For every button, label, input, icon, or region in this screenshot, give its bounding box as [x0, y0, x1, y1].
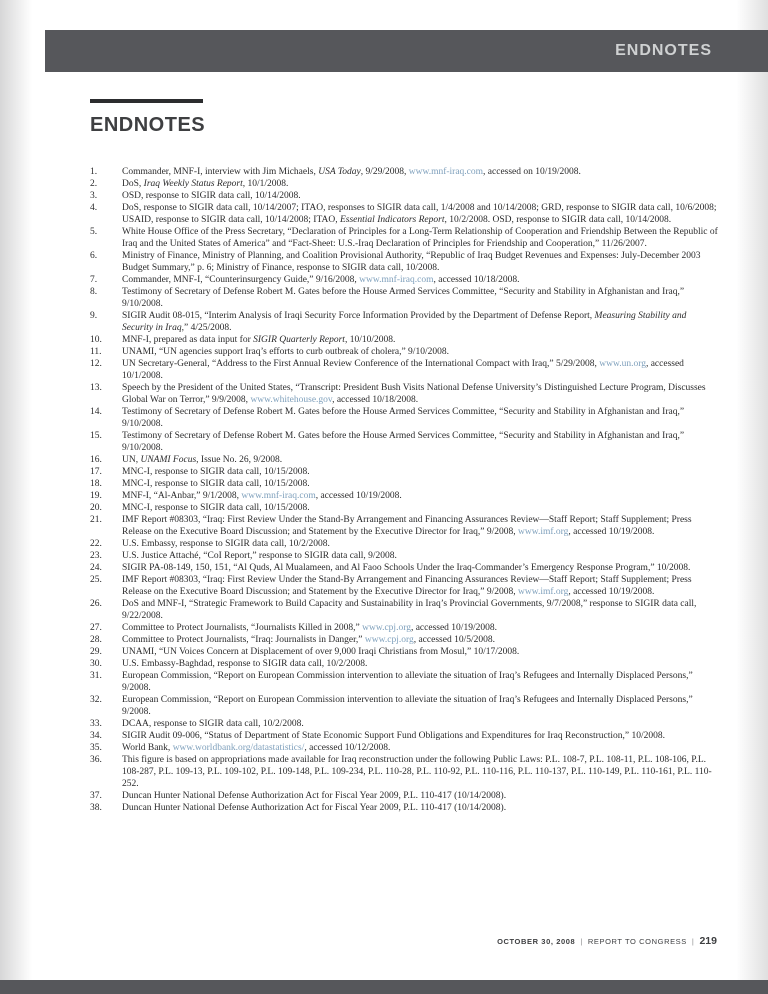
endnote-number: 17. — [90, 467, 102, 477]
endnote-number: 38. — [90, 803, 102, 813]
endnote-number: 12. — [90, 359, 102, 369]
endnote-italic-title: Iraq Weekly Status Report — [143, 179, 243, 189]
footer-separator: | — [580, 937, 583, 946]
endnote-number: 27. — [90, 623, 102, 633]
endnote-text — [122, 514, 718, 538]
endnote-item — [90, 670, 718, 694]
endnote-text — [122, 754, 718, 790]
endnotes-list — [90, 166, 718, 814]
endnote-plain-text: SIGIR PA-08-149, 150, 151, “Al Quds, Al Mualameen, and Al Faoo Schools Under the Iraq-Commander’s Emergency Response Program,” 10/2008. — [122, 563, 691, 573]
endnote-number: 36. — [90, 755, 102, 765]
endnote-plain-text: European Commission, “Report on European Commission intervention to alleviate the situation of Iraq’s Refugees and Internally Displaced Persons,” 9/2008. — [122, 695, 693, 717]
endnote-text — [122, 310, 718, 334]
endnote-link[interactable]: www.mnf-iraq.com — [241, 491, 316, 501]
endnote-text — [122, 646, 718, 658]
endnote-number: 18. — [90, 479, 102, 489]
endnote-plain-text: , accessed 10/19/2008. — [410, 623, 497, 633]
endnote-text — [122, 538, 718, 550]
endnote-number: 11. — [90, 347, 102, 357]
endnote-plain-text: , accessed 10/12/2008. — [304, 743, 391, 753]
endnote-item — [90, 658, 718, 670]
endnote-plain-text: U.S. Justice Attaché, “CoI Report,” response to SIGIR data call, 9/2008. — [122, 551, 397, 561]
endnote-text — [122, 166, 718, 178]
endnote-item — [90, 502, 718, 514]
endnote-number: 30. — [90, 659, 102, 669]
endnote-item — [90, 718, 718, 730]
endnote-plain-text: MNF-I, prepared as data input for — [122, 335, 254, 345]
endnote-plain-text: DoS and MNF-I, “Strategic Framework to Build Capacity and Sustainability in Iraq’s Provincial Governments, 9/7/2008,” response to SIGIR data call, 9/22/2008. — [122, 599, 697, 621]
endnote-plain-text: ,” 4/25/2008. — [181, 323, 232, 333]
footer-page-number: 219 — [699, 935, 717, 947]
endnote-text — [122, 502, 718, 514]
endnote-text — [122, 634, 718, 646]
endnote-plain-text: SIGIR Audit 09-006, “Status of Department of State Economic Support Fund Obligations and Expenditures for Iraq Reconstruction,” 10/2008. — [122, 731, 665, 741]
endnote-item — [90, 346, 718, 358]
endnote-link[interactable]: www.whitehouse.gov — [250, 395, 333, 405]
endnote-number: 34. — [90, 731, 102, 741]
endnote-number: 2. — [90, 179, 98, 189]
endnote-number: 10. — [90, 335, 102, 345]
page-title: ENDNOTES — [90, 114, 206, 136]
endnote-text — [122, 550, 718, 562]
page-footer — [497, 935, 717, 947]
endnote-link[interactable]: www.cpj.org — [362, 623, 411, 633]
endnote-plain-text: Speech by the President of the United States, “Transcript: President Bush Visits National Defense University’s Distinguished Lecture Program, Discusses Global War on Terror,” 9/9/2008, — [122, 383, 706, 405]
endnote-number: 23. — [90, 551, 102, 561]
title-rule — [90, 99, 203, 103]
endnote-text — [122, 190, 718, 202]
endnote-item — [90, 250, 718, 274]
endnote-number: 37. — [90, 791, 102, 801]
endnote-text — [122, 802, 718, 814]
endnote-number: 14. — [90, 407, 102, 417]
endnote-item — [90, 754, 718, 790]
endnote-plain-text: Duncan Hunter National Defense Authorization Act for Fiscal Year 2009, P.L. 110-417 (10/14/2008). — [122, 803, 507, 813]
endnote-link[interactable]: www.imf.org — [517, 527, 569, 537]
endnote-italic-title: UNAMI Focus — [140, 455, 197, 465]
endnote-item — [90, 742, 718, 754]
endnote-item — [90, 802, 718, 814]
endnote-plain-text: Committee to Protect Journalists, “Journalists Killed in 2008,” — [122, 623, 363, 633]
endnote-number: 13. — [90, 383, 102, 393]
endnote-text — [122, 382, 718, 406]
endnote-plain-text: Ministry of Finance, Ministry of Planning, and Coalition Provisional Authority, “Republic of Iraq Budget Revenues and Expenses: July-December 2003 Budget Summary,” p. 6; Ministry of Finance, response to SIGIR data call, 10/2008. — [122, 251, 701, 273]
endnote-text — [122, 286, 718, 310]
endnote-plain-text: , 10/10/2008. — [344, 335, 396, 345]
endnote-number: 1. — [90, 167, 98, 177]
endnote-number: 4. — [90, 203, 98, 213]
page-edge-right-shading — [736, 0, 768, 994]
header-band — [45, 30, 768, 72]
endnote-link[interactable]: www.mnf-iraq.com — [408, 167, 484, 177]
endnote-text — [122, 622, 718, 634]
endnote-text — [122, 718, 718, 730]
endnote-text — [122, 742, 718, 754]
endnote-number: 7. — [90, 275, 98, 285]
endnote-plain-text: OSD, response to SIGIR data call, 10/14/2008. — [122, 191, 301, 201]
endnote-plain-text: World Bank, — [122, 743, 173, 753]
endnote-number: 31. — [90, 671, 102, 681]
footer-report-label: REPORT TO CONGRESS — [587, 937, 687, 946]
endnote-item — [90, 598, 718, 622]
endnote-plain-text: , 10/1/2008. — [242, 179, 289, 189]
endnote-item — [90, 190, 718, 202]
endnote-plain-text: U.S. Embassy, response to SIGIR data call, 10/2/2008. — [122, 539, 330, 549]
endnote-number: 32. — [90, 695, 102, 705]
endnote-number: 19. — [90, 491, 102, 501]
endnote-text — [122, 430, 718, 454]
endnote-link[interactable]: www.un.org — [599, 359, 646, 369]
endnote-text — [122, 730, 718, 742]
endnote-number: 3. — [90, 191, 98, 201]
endnote-plain-text: White House Office of the Press Secretary, “Declaration of Principles for a Long-Term Relationship of Cooperation and Friendship Between the Republic of Iraq and the United States of America” and “Fact-Sheet: U.S.-Iraq Declaration of Principles for Friendship and Cooperation,” 11/26/2007. — [122, 227, 718, 249]
endnote-plain-text: , accessed 10/1/2008. — [122, 359, 684, 381]
endnote-text — [122, 178, 718, 190]
endnote-number: 20. — [90, 503, 102, 513]
endnote-item — [90, 550, 718, 562]
endnote-item — [90, 478, 718, 490]
endnote-item — [90, 538, 718, 550]
endnote-number: 33. — [90, 719, 102, 729]
endnote-plain-text: , 10/2/2008. OSD, response to SIGIR data call, 10/14/2008. — [444, 215, 672, 225]
endnote-text — [122, 346, 718, 358]
endnote-number: 35. — [90, 743, 102, 753]
endnote-text — [122, 790, 718, 802]
header-band-label: ENDNOTES — [615, 42, 712, 59]
endnote-plain-text: DCAA, response to SIGIR data call, 10/2/2008. — [122, 719, 304, 729]
endnote-plain-text: , Issue No. 26, 9/2008. — [196, 455, 283, 465]
endnote-plain-text: Testimony of Secretary of Defense Robert M. Gates before the House Armed Services Committee, “Security and Stability in Afghanistan and Iraq,” 9/10/2008. — [122, 407, 685, 429]
endnote-italic-title: Essential Indicators Report — [339, 215, 445, 225]
endnote-item — [90, 454, 718, 466]
endnote-item — [90, 178, 718, 190]
endnote-plain-text: MNF-I, “Al-Anbar,” 9/1/2008, — [122, 491, 242, 501]
endnote-plain-text: U.S. Embassy-Baghdad, response to SIGIR data call, 10/2/2008. — [122, 659, 368, 669]
bottom-band — [0, 980, 768, 994]
endnote-item — [90, 622, 718, 634]
endnote-plain-text: Commander, MNF-I, interview with Jim Michaels, — [122, 167, 319, 177]
endnote-plain-text: IMF Report #08303, “Iraq: First Review Under the Stand-By Arrangement and Financing Assurances Review—Staff Report; Staff Supplement; Press Release on the Executive Board Discussion; and Statement by the Executive Director for Iraq,” 9/2008, — [122, 575, 692, 597]
endnote-plain-text: Committee to Protect Journalists, “Iraq: Journalists in Danger,” — [122, 635, 365, 645]
endnote-item — [90, 406, 718, 430]
endnote-plain-text: , accessed 10/19/2008. — [568, 527, 655, 537]
footer-separator: | — [691, 937, 695, 946]
endnote-plain-text: MNC-I, response to SIGIR data call, 10/15/2008. — [122, 467, 310, 477]
endnote-item — [90, 466, 718, 478]
endnote-item — [90, 790, 718, 802]
endnote-text — [122, 562, 718, 574]
endnote-number: 16. — [90, 455, 102, 465]
endnote-item — [90, 730, 718, 742]
endnote-plain-text: Commander, MNF-I, “Counterinsurgency Guide,” 9/16/2008, — [122, 275, 360, 285]
footer-date: OCTOBER 30, 2008 — [497, 937, 576, 946]
endnote-text — [122, 658, 718, 670]
endnote-text — [122, 478, 718, 490]
endnote-number: 21. — [90, 515, 102, 525]
endnote-item — [90, 334, 718, 346]
endnote-plain-text: , accessed 10/19/2008. — [568, 587, 655, 597]
endnote-item — [90, 202, 718, 226]
endnote-plain-text: , accessed 10/19/2008. — [315, 491, 402, 501]
endnote-text — [122, 670, 718, 694]
endnote-link[interactable]: www.worldbank.org/datastatistics/ — [172, 743, 305, 753]
endnote-plain-text: UNAMI, “UN Voices Concern at Displacement of over 9,000 Iraqi Christians from Mosul,” 10/17/2008. — [122, 647, 520, 657]
endnote-number: 25. — [90, 575, 102, 585]
title-block — [90, 99, 205, 137]
endnote-number: 29. — [90, 647, 102, 657]
endnote-number: 15. — [90, 431, 102, 441]
endnote-number: 22. — [90, 539, 102, 549]
endnote-plain-text: UN, — [122, 455, 141, 465]
endnote-italic-title: USA Today — [318, 167, 361, 177]
endnote-text — [122, 202, 718, 226]
endnote-italic-title: SIGIR Quarterly Report — [253, 335, 345, 345]
endnote-number: 5. — [90, 227, 98, 237]
endnote-text — [122, 574, 718, 598]
endnote-plain-text: IMF Report #08303, “Iraq: First Review Under the Stand-By Arrangement and Financing Assurances Review—Staff Report; Staff Supplement; Press Release on the Executive Board Discussion; and Statement by the Executive Director for Iraq,” 9/2008, — [122, 515, 692, 537]
endnote-plain-text: MNC-I, response to SIGIR data call, 10/15/2008. — [122, 479, 310, 489]
endnote-item — [90, 430, 718, 454]
endnote-plain-text: UNAMI, “UN agencies support Iraq’s efforts to curb outbreak of cholera,” 9/10/2008. — [122, 347, 449, 357]
endnote-number: 28. — [90, 635, 102, 645]
endnote-plain-text: This figure is based on appropriations made available for Iraq reconstruction under the following Public Laws: P.L. 108-7, P.L. 108-11, P.L. 108-106, P.L. 108-287, P.L. 109-13, P.L. 109-102, P.L. 109-148, P.L. 109-234, P.L. 110-28, P.L. 110-92, P.L. 110-116, P.L. 110-137, P.L. 110-149, P.L. 110-161, P.L. 110-252. — [122, 755, 712, 789]
endnote-plain-text: , accessed on 10/19/2008. — [483, 167, 581, 177]
endnote-link[interactable]: www.imf.org — [517, 587, 569, 597]
endnote-plain-text: Testimony of Secretary of Defense Robert M. Gates before the House Armed Services Committee, “Security and Stability in Afghanistan and Iraq,” 9/10/2008. — [122, 431, 685, 453]
endnote-text — [122, 694, 718, 718]
endnote-plain-text: UN Secretary-General, “Address to the First Annual Review Conference of the International Compact with Iraq,” 5/29/2008, — [122, 359, 600, 369]
endnote-item — [90, 634, 718, 646]
endnote-italic-title: Measuring Stability and Security in Iraq — [122, 311, 687, 333]
endnote-item — [90, 562, 718, 574]
endnote-plain-text: DoS, — [122, 179, 144, 189]
endnote-item — [90, 574, 718, 598]
endnote-number: 8. — [90, 287, 98, 297]
endnote-plain-text: , accessed 10/18/2008. — [332, 395, 419, 405]
endnote-item — [90, 490, 718, 502]
endnote-text — [122, 598, 718, 622]
endnote-item — [90, 166, 718, 178]
endnote-text — [122, 334, 718, 346]
endnote-item — [90, 310, 718, 334]
endnote-number: 9. — [90, 311, 98, 321]
endnote-text — [122, 466, 718, 478]
endnote-item — [90, 514, 718, 538]
endnote-item — [90, 382, 718, 406]
endnote-link[interactable]: www.cpj.org — [364, 635, 414, 645]
endnote-text — [122, 226, 718, 250]
endnote-item — [90, 274, 718, 286]
endnote-plain-text: Duncan Hunter National Defense Authorization Act for Fiscal Year 2009, P.L. 110-417 (10/14/2008). — [122, 791, 507, 801]
endnote-plain-text: SIGIR Audit 08-015, “Interim Analysis of Iraqi Security Force Information Provided by the Department of Defense Report, — [122, 311, 595, 321]
endnote-item — [90, 646, 718, 658]
endnote-text — [122, 250, 718, 274]
endnote-plain-text: DoS, response to SIGIR data call, 10/14/2007; ITAO, responses to SIGIR data call, 1/4/2008 and 10/14/2008; GRD, response to SIGIR data call, 10/6/2008; USAID, response to SIGIR data call, 10/14/2008; ITAO, — [122, 203, 717, 225]
endnote-number: 26. — [90, 599, 102, 609]
endnote-link[interactable]: www.mnf-iraq.com — [359, 275, 434, 285]
endnote-plain-text: European Commission, “Report on European Commission intervention to alleviate the situation of Iraq’s Refugees and Internally Displaced Persons,” 9/2008. — [122, 671, 693, 693]
endnote-plain-text: , accessed 10/5/2008. — [413, 635, 495, 645]
endnote-item — [90, 694, 718, 718]
endnote-item — [90, 286, 718, 310]
endnote-plain-text: , 9/29/2008, — [360, 167, 409, 177]
endnote-text — [122, 454, 718, 466]
endnote-plain-text: MNC-I, response to SIGIR data call, 10/15/2008. — [122, 503, 310, 513]
endnote-plain-text: Testimony of Secretary of Defense Robert M. Gates before the House Armed Services Committee, “Security and Stability in Afghanistan and Iraq,” 9/10/2008. — [122, 287, 685, 309]
endnote-text — [122, 490, 718, 502]
endnote-plain-text: , accessed 10/18/2008. — [433, 275, 520, 285]
endnote-item — [90, 358, 718, 382]
endnote-text — [122, 358, 718, 382]
endnote-text — [122, 406, 718, 430]
page-edge-left-shading — [0, 0, 32, 994]
endnote-item — [90, 226, 718, 250]
endnote-number: 6. — [90, 251, 98, 261]
endnote-text — [122, 274, 718, 286]
endnote-number: 24. — [90, 563, 102, 573]
